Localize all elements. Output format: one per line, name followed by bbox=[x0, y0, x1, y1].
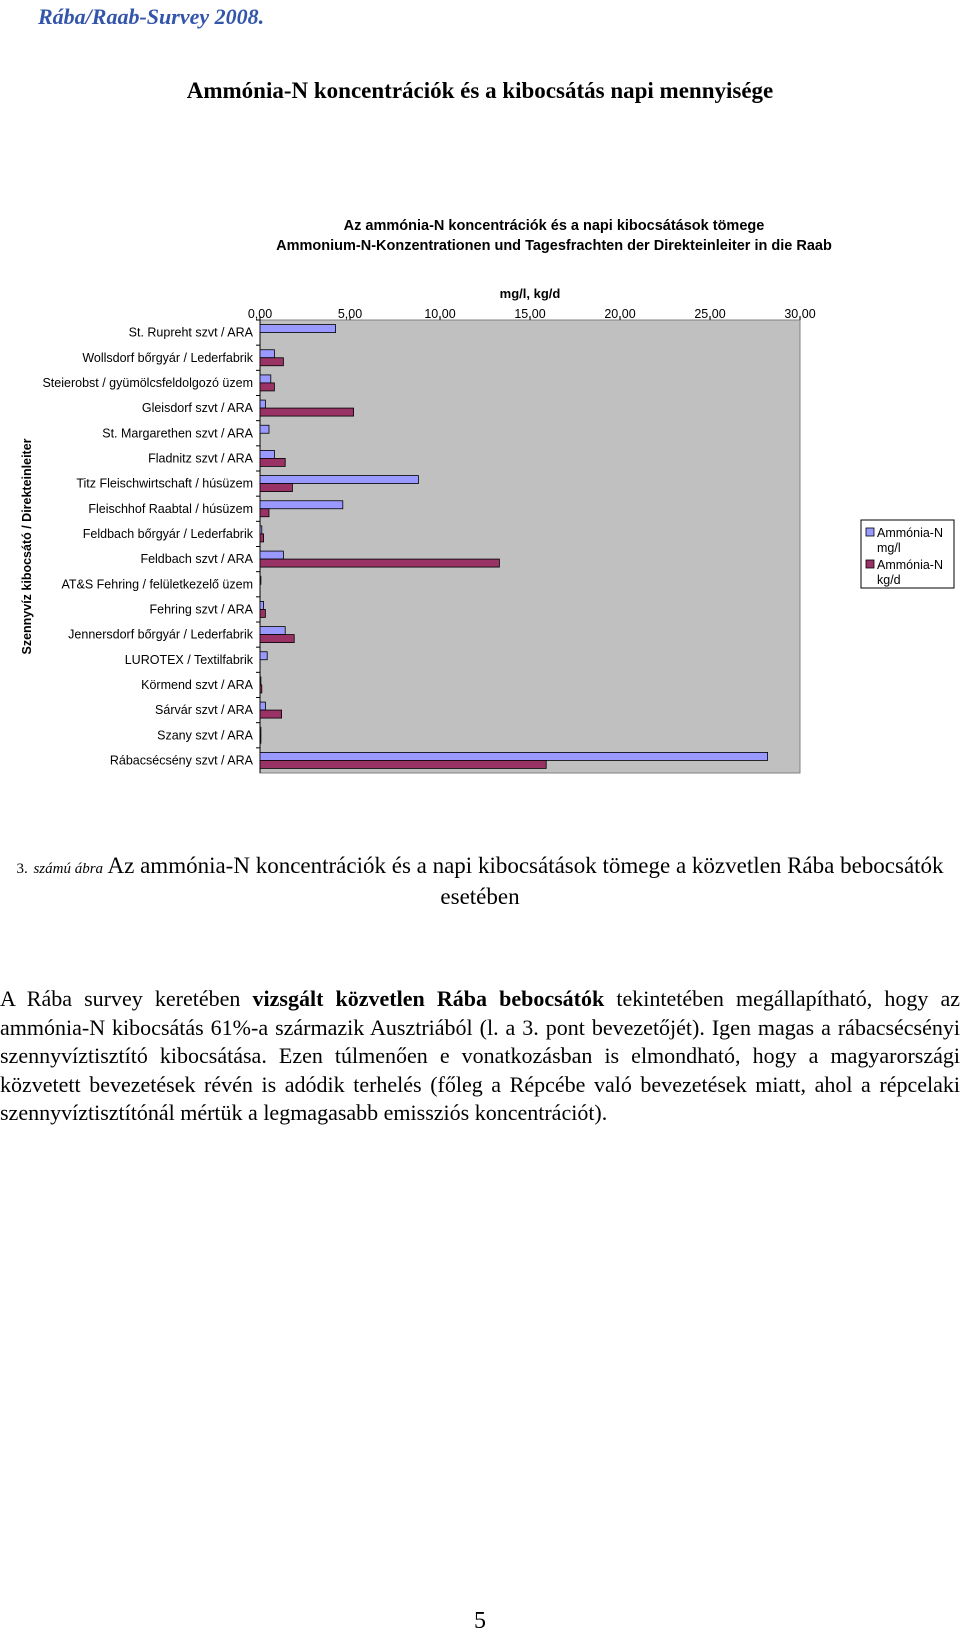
caption-word: számú ábra bbox=[33, 861, 104, 877]
bar-ammonia-mgl bbox=[260, 752, 768, 760]
bar-ammonia-mgl bbox=[260, 702, 265, 710]
bar-chart bbox=[0, 0, 960, 800]
bar-ammonia-mgl bbox=[260, 627, 285, 635]
page-title: Ammónia-N koncentrációk és a kibocsátás napi mennyisége bbox=[186, 78, 774, 103]
bar-ammonia-kgd bbox=[260, 710, 282, 718]
category-label: Steierobst / gyümölcsfeldolgozó üzem bbox=[42, 375, 253, 390]
x-tick-label: 25,00 bbox=[694, 307, 726, 321]
bar-ammonia-kgd bbox=[260, 383, 274, 391]
legend-label: Ammónia-N kg/d bbox=[877, 558, 943, 587]
bar-ammonia-mgl bbox=[260, 652, 267, 660]
plot-area bbox=[260, 320, 800, 773]
category-label: Gleisdorf szvt / ARA bbox=[141, 401, 253, 416]
x-tick-label: 20,00 bbox=[604, 307, 636, 321]
bar-ammonia-kgd bbox=[260, 458, 285, 466]
bar-ammonia-kgd bbox=[260, 358, 283, 366]
body-text-a: A Rába survey keretében bbox=[0, 986, 253, 1011]
category-label: St. Margarethen szvt / ARA bbox=[102, 426, 253, 441]
category-label: Fleischhof Raabtal / húsüzem bbox=[88, 501, 253, 516]
y-axis-title: Szennyvíz kibocsátó / Direkteinleiter bbox=[20, 438, 34, 655]
bar-ammonia-kgd bbox=[260, 735, 261, 743]
category-label: Fladnitz szvt / ARA bbox=[148, 451, 253, 466]
body-text-bold: vizsgált közvetlen Rába bebocsátók bbox=[252, 986, 605, 1011]
bar-ammonia-kgd bbox=[260, 635, 294, 643]
category-label: AT&S Fehring / felületkezelő üzem bbox=[61, 577, 253, 592]
category-label: St. Rupreht szvt / ARA bbox=[128, 325, 253, 340]
x-tick-label: 0,00 bbox=[247, 307, 273, 321]
bar-ammonia-mgl bbox=[260, 450, 274, 458]
bar-ammonia-kgd bbox=[260, 509, 269, 517]
category-label: Feldbach szvt / ARA bbox=[140, 552, 253, 567]
category-label: Sárvár szvt / ARA bbox=[155, 703, 253, 718]
bar-ammonia-mgl bbox=[260, 677, 261, 685]
bar-ammonia-mgl bbox=[260, 501, 343, 509]
bar-ammonia-mgl bbox=[260, 727, 261, 735]
bar-ammonia-mgl bbox=[260, 526, 262, 534]
bar-ammonia-kgd bbox=[260, 609, 265, 617]
caption-number: 3. bbox=[16, 861, 28, 877]
chart-title-line1: Az ammónia-N koncentrációk és a napi kibocsátások tömege bbox=[343, 218, 765, 234]
bar-ammonia-kgd bbox=[260, 760, 546, 768]
category-label: Fehring szvt / ARA bbox=[149, 602, 253, 617]
x-axis-label: mg/l, kg/d bbox=[499, 286, 561, 301]
legend-swatch bbox=[866, 560, 874, 568]
bar-ammonia-kgd bbox=[260, 534, 264, 542]
figure-caption bbox=[0, 852, 960, 911]
x-tick-label: 30,00 bbox=[784, 307, 816, 321]
caption-text: Az ammónia-N koncentrációk és a napi kibocsátások tömege a közvetlen Rába bebocsátók esetében bbox=[107, 853, 944, 909]
legend-label: Ammónia-N mg/l bbox=[877, 526, 943, 555]
x-tick-label: 5,00 bbox=[337, 307, 363, 321]
bar-ammonia-kgd bbox=[260, 484, 292, 492]
bar-ammonia-mgl bbox=[260, 601, 264, 609]
x-tick-label: 10,00 bbox=[424, 307, 456, 321]
chart-title-line2: Ammonium-N-Konzentrationen und Tagesfrachten der Direkteinleiter in die Raab bbox=[276, 238, 832, 254]
bar-ammonia-mgl bbox=[260, 350, 274, 358]
bar-ammonia-kgd bbox=[260, 559, 499, 567]
x-tick-label: 15,00 bbox=[514, 307, 546, 321]
legend-swatch bbox=[866, 528, 874, 536]
bar-ammonia-mgl bbox=[260, 576, 261, 584]
bar-ammonia-mgl bbox=[260, 375, 271, 383]
bar-ammonia-kgd bbox=[260, 408, 354, 416]
category-label: Titz Fleischwirtschaft / húsüzem bbox=[76, 476, 253, 491]
bar-ammonia-mgl bbox=[260, 325, 336, 333]
category-label: Wollsdorf bőrgyár / Lederfabrik bbox=[82, 350, 253, 365]
category-label: LUROTEX / Textilfabrik bbox=[124, 652, 253, 667]
body-text-b: tekintetében megállapítható, hogy az ammónia-N kibocsátás 61%-a származik Ausztriából (l. a 3. pont bevezetőjét). Igen magas a rábacsécsényi szennyvíztisztító kibocsátása. Ezen túlmenően e vonatkozásban is elmondható, hogy a magyarországi közvetett bevezetések révén is adódik terhelés (főleg a Répcébe való bevezetések miatt, ahol a répcelaki szennyvíztisztítónál mértük a legmagasabb emissziós koncentrációt). bbox=[0, 986, 960, 1125]
category-label: Szany szvt / ARA bbox=[157, 728, 253, 743]
category-label: Rábacsécsény szvt / ARA bbox=[109, 753, 253, 768]
category-label: Jennersdorf bőrgyár / Lederfabrik bbox=[68, 627, 253, 642]
bar-ammonia-mgl bbox=[260, 551, 283, 559]
body-paragraph bbox=[0, 985, 960, 1128]
page-number: 5 bbox=[474, 1608, 486, 1634]
bar-ammonia-mgl bbox=[260, 400, 265, 408]
bar-ammonia-mgl bbox=[260, 425, 269, 433]
running-header: Rába/Raab-Survey 2008. bbox=[38, 4, 265, 29]
category-label: Körmend szvt / ARA bbox=[141, 677, 253, 692]
bar-ammonia-mgl bbox=[260, 476, 418, 484]
bar-ammonia-kgd bbox=[260, 685, 262, 693]
category-label: Feldbach bőrgyár / Lederfabrik bbox=[82, 526, 253, 541]
